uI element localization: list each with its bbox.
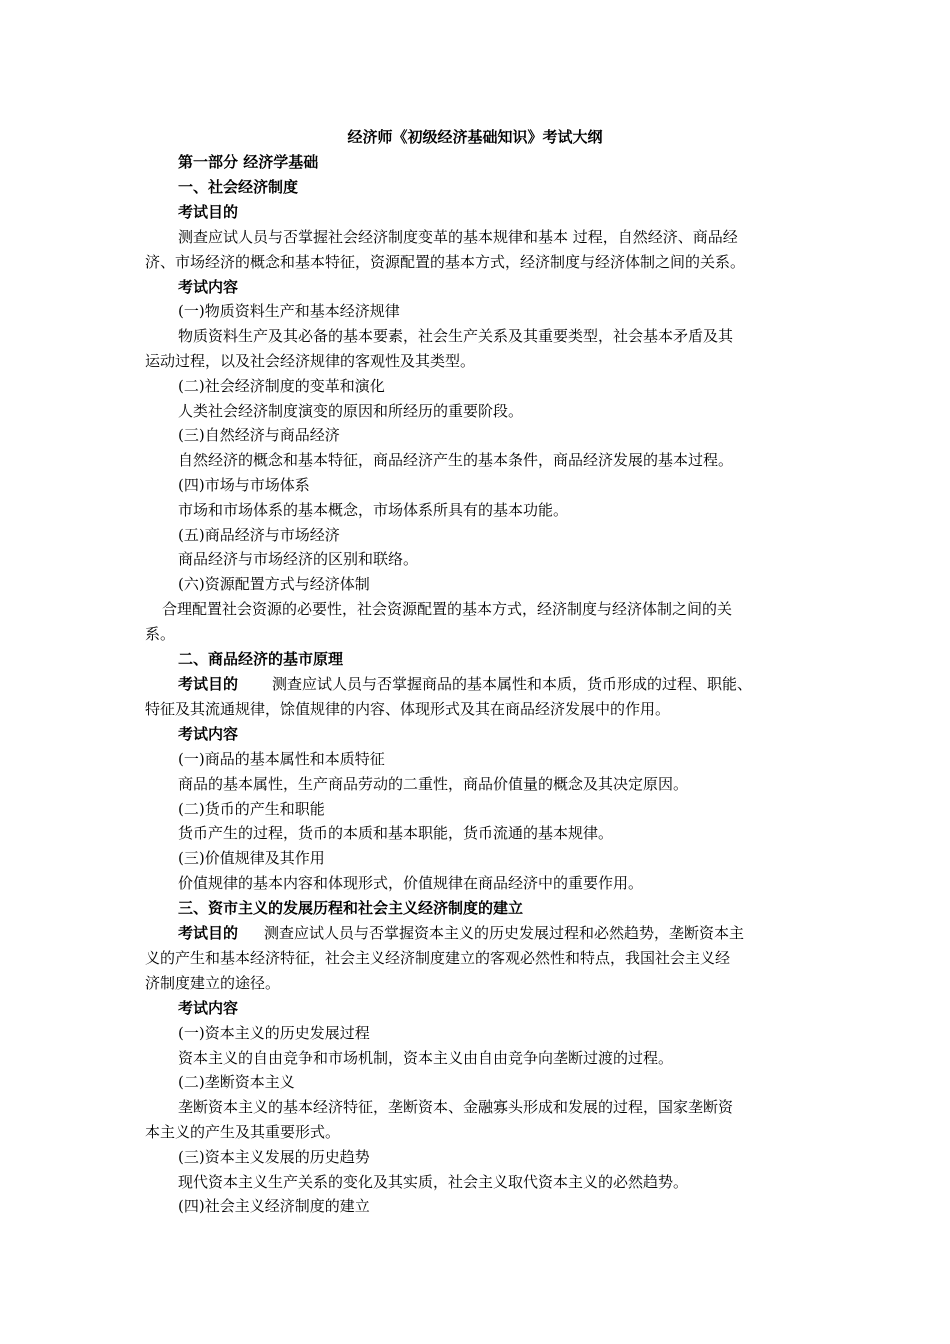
paragraph-line: 自然经济的概念和基本特征，商品经济产生的基本条件，商品经济发展的基本过程。 — [178, 451, 734, 469]
paragraph-line: 垄断资本主义的基本经济特征，垄断资本、金融寡头形成和发展的过程，国家垄断资 — [178, 1098, 734, 1116]
paragraph-line: 价值规律的基本内容和体现形式，价值规律在商品经济中的重要作用。 — [178, 874, 644, 892]
item-title: (一)物质资料生产和基本经济规律 — [178, 302, 400, 320]
paragraph-line — [178, 921, 825, 946]
item-title: (三)价值规律及其作用 — [178, 849, 325, 867]
aim-text: 测查应试人员与否掌握资本主义的历史发展过程和必然趋势，垄断资本主 — [264, 924, 745, 942]
paragraph-line: 人类社会经济制度演变的原因和所经历的重要阶段。 — [178, 402, 524, 420]
item-title: (一)商品的基本属性和本质特征 — [178, 750, 385, 768]
part-heading: 第一部分 经济学基础 — [178, 153, 319, 171]
paragraph-line: 运动过程，以及社会经济规律的客观性及其类型。 — [145, 352, 476, 370]
section-heading: 二、商品经济的基市原理 — [178, 650, 344, 668]
item-title: (二)垄断资本主义 — [178, 1073, 295, 1091]
paragraph-line: 现代资本主义生产关系的变化及其实质，社会主义取代资本主义的必然趋势。 — [178, 1173, 689, 1191]
item-title: (一)资本主义的历史发展过程 — [178, 1024, 370, 1042]
paragraph-line: 测查应试人员与否掌握社会经济制度变革的基本规律和基本 过程，自然经济、商品经 — [178, 228, 738, 246]
aim-label: 考试目的 — [178, 675, 239, 693]
paragraph-line: 合理配置社会资源的必要性，社会资源配置的基本方式，经济制度与经济体制之间的关 — [162, 600, 733, 618]
aim-label: 考试目的 — [178, 924, 239, 942]
paragraph-line: 商品的基本属性，生产商品劳动的二重性，商品价值量的概念及其决定原因。 — [178, 775, 689, 793]
item-title: (六)资源配置方式与经济体制 — [178, 575, 370, 593]
aim-label: 考试目的 — [178, 203, 239, 221]
item-title: (四)社会主义经济制度的建立 — [178, 1197, 370, 1215]
aim-text: 测查应试人员与否掌握商品的基本属性和本质，货币形成的过程、职能、 — [272, 675, 753, 693]
paragraph-line: 货币产生的过程，货币的本质和基本职能，货币流通的基本规律。 — [178, 824, 614, 842]
item-title: (三)自然经济与商品经济 — [178, 426, 340, 444]
item-title: (二)货币的产生和职能 — [178, 800, 325, 818]
paragraph-line: 本主义的产生及其重要形式。 — [145, 1123, 341, 1141]
item-title: (五)商品经济与市场经济 — [178, 526, 340, 544]
item-title: (四)市场与市场体系 — [178, 476, 310, 494]
paragraph-line: 物质资料生产及其必备的基本要素，社会生产关系及其重要类型，社会基本矛盾及其 — [178, 327, 734, 345]
document-title: 经济师《初级经济基础知识》考试大纲 — [347, 128, 603, 146]
paragraph-line: 资本主义的自由竞争和市场机制，资本主义由自由竞争向垄断过渡的过程。 — [178, 1049, 674, 1067]
section-heading: 三、资市主义的发展历程和社会主义经济制度的建立 — [178, 899, 524, 917]
paragraph-line — [178, 672, 825, 697]
content-label: 考试内容 — [178, 999, 239, 1017]
paragraph-line: 济制度建立的途径。 — [145, 974, 281, 992]
paragraph-line: 市场和市场体系的基本概念，市场体系所具有的基本功能。 — [178, 501, 569, 519]
paragraph-line: 义的产生和基本经济特征，社会主义经济制度建立的客观必然性和特点，我国社会主义经 — [145, 949, 731, 967]
item-title: (三)资本主义发展的历史趋势 — [178, 1148, 370, 1166]
content-label: 考试内容 — [178, 278, 239, 296]
content-label: 考试内容 — [178, 725, 239, 743]
paragraph-line: 系。 — [145, 625, 176, 643]
item-title: (二)社会经济制度的变革和演化 — [178, 377, 385, 395]
paragraph-line: 商品经济与市场经济的区别和联络。 — [178, 550, 419, 568]
paragraph-line: 济、市场经济的概念和基本特征，资源配置的基本方式，经济制度与经济体制之间的关系。 — [145, 253, 746, 271]
paragraph-line: 特征及其流通规律，馀值规律的内容、体现形式及其在商品经济发展中的作用。 — [145, 700, 671, 718]
section-heading: 一、社会经济制度 — [178, 178, 299, 196]
